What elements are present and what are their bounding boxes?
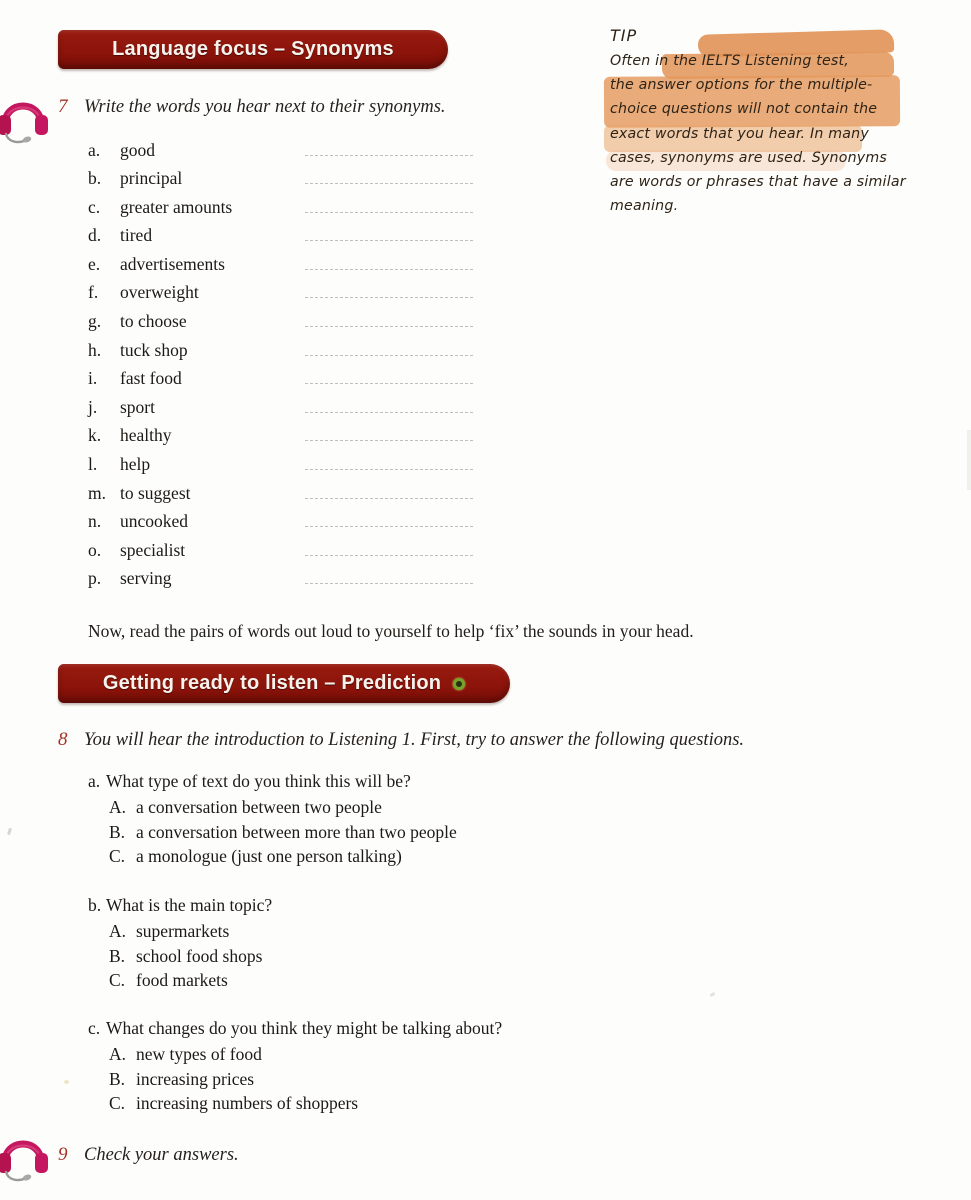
option-letter: A. — [109, 921, 127, 941]
synonym-row — [88, 137, 473, 166]
section-title: Language focus – Synonyms — [112, 38, 394, 60]
option-A[interactable] — [88, 921, 272, 946]
synonym-row — [88, 337, 473, 366]
synonym-row — [88, 251, 473, 280]
answer-line[interactable] — [305, 194, 473, 213]
synonym-row — [88, 394, 473, 423]
option-letter: B. — [109, 945, 126, 966]
option-A[interactable] — [88, 797, 457, 822]
item-word: specialist — [120, 539, 186, 560]
option-text: a conversation between two people — [136, 797, 382, 817]
options — [88, 797, 457, 871]
question-head — [88, 895, 272, 916]
item-word: healthy — [120, 425, 172, 446]
option-B[interactable] — [88, 1069, 502, 1094]
item-letter: c. — [88, 196, 101, 217]
answer-line[interactable] — [305, 137, 473, 156]
item-word: to choose — [120, 311, 187, 332]
answer-line[interactable] — [305, 423, 473, 442]
synonym-row — [88, 309, 473, 338]
synonym-row — [88, 509, 473, 538]
item-letter: d. — [88, 225, 102, 246]
item-word: tuck shop — [120, 339, 188, 360]
option-text: new types of food — [136, 1044, 262, 1064]
headphones-icon[interactable] — [0, 1126, 50, 1184]
option-letter: A. — [109, 1044, 127, 1064]
item-letter: k. — [88, 425, 102, 446]
synonym-row — [88, 366, 473, 395]
item-word: help — [120, 454, 151, 475]
answer-line[interactable] — [305, 223, 473, 242]
headphones-icon[interactable] — [0, 88, 50, 146]
scan-speck — [710, 992, 716, 997]
synonym-row — [88, 566, 473, 595]
tip-line: exact words that you hear. In many — [610, 125, 869, 142]
now-read-note: Now, read the pairs of words out loud to yourself to help ‘fix’ the sounds in your head. — [88, 621, 694, 641]
item-letter: o. — [88, 539, 102, 560]
item-letter: j. — [88, 396, 98, 417]
tip-line: cases, synonyms are used. Synonyms — [610, 149, 887, 166]
option-C[interactable] — [88, 846, 457, 871]
item-letter: p. — [88, 568, 102, 589]
question-c — [88, 1018, 502, 1118]
option-letter: C. — [109, 1093, 126, 1114]
option-text: supermarkets — [136, 921, 230, 941]
option-letter: C. — [109, 846, 126, 867]
tip-box — [610, 26, 915, 218]
item-letter: n. — [88, 511, 102, 532]
item-letter: f. — [88, 282, 99, 303]
question-letter: b. — [88, 895, 102, 915]
item-letter: l. — [88, 454, 98, 475]
question-letter: c. — [88, 1018, 101, 1038]
tip-line: Often in the IELTS Listening test, — [610, 53, 849, 69]
section-title: Getting ready to listen – Prediction — [102, 672, 442, 694]
question-b — [88, 895, 272, 995]
option-text: school food shops — [136, 945, 263, 966]
exercise-number: 8 — [58, 729, 68, 750]
exercise-number: 9 — [58, 1144, 68, 1165]
options — [88, 921, 272, 995]
record-dot-icon — [453, 678, 465, 690]
item-word: uncooked — [120, 511, 189, 532]
item-letter: e. — [88, 253, 101, 274]
exercise-number: 7 — [58, 96, 68, 117]
answer-line[interactable] — [305, 480, 473, 499]
option-letter: A. — [109, 797, 127, 817]
item-word: good — [120, 139, 155, 160]
option-text: a conversation between more than two people — [136, 821, 457, 842]
scan-edge-shade — [967, 430, 971, 490]
answer-line[interactable] — [305, 337, 473, 356]
exercise-8-header — [58, 729, 744, 751]
item-word: advertisements — [120, 253, 225, 274]
tip-title: TIP — [610, 26, 638, 45]
item-word: to suggest — [120, 482, 191, 503]
question-text: What is the main topic? — [106, 895, 273, 915]
answer-line[interactable] — [305, 509, 473, 528]
question-a — [88, 771, 457, 871]
synonym-row — [88, 480, 473, 509]
item-letter: b. — [88, 168, 102, 189]
answer-line[interactable] — [305, 166, 473, 185]
item-word: tired — [120, 225, 153, 246]
exercise-instruction: You will hear the introduction to Listening 1. First, try to answer the following questions. — [84, 730, 745, 750]
answer-line[interactable] — [305, 251, 473, 270]
question-text: What changes do you think they might be talking about? — [106, 1018, 503, 1038]
option-text: increasing numbers of shoppers — [136, 1093, 359, 1114]
answer-line[interactable] — [305, 309, 473, 328]
scan-speck — [7, 828, 12, 836]
option-text: increasing prices — [136, 1068, 255, 1089]
answer-line[interactable] — [305, 537, 473, 556]
option-text: food markets — [136, 970, 228, 991]
exercise-9-header — [58, 1144, 239, 1166]
answer-line[interactable] — [305, 452, 473, 471]
item-letter: m. — [88, 482, 106, 503]
item-letter: a. — [88, 139, 101, 160]
question-head — [88, 771, 457, 792]
question-head — [88, 1018, 502, 1039]
synonym-row — [88, 280, 473, 309]
option-text: a monologue (just one person talking) — [136, 846, 402, 867]
option-A[interactable] — [88, 1044, 502, 1069]
item-word: greater amounts — [120, 196, 233, 217]
section-banner-getting-ready — [58, 664, 510, 703]
option-B[interactable] — [88, 822, 457, 847]
synonym-row — [88, 423, 473, 452]
item-word: principal — [120, 168, 183, 189]
section-banner-language-focus — [58, 30, 448, 69]
synonym-list — [88, 137, 473, 595]
question-text: What type of text do you think this will be? — [106, 771, 411, 791]
options — [88, 1044, 502, 1118]
tip-line: meaning. — [610, 198, 679, 215]
exercise-instruction: Write the words you hear next to their synonyms. — [84, 97, 446, 117]
answer-line[interactable] — [305, 280, 473, 299]
option-C[interactable] — [88, 1093, 502, 1118]
scan-speck — [64, 1080, 69, 1084]
item-word: sport — [120, 396, 155, 417]
option-letter: C. — [109, 970, 126, 991]
item-letter: i. — [88, 368, 98, 389]
item-word: fast food — [120, 368, 182, 389]
item-word: overweight — [120, 282, 199, 303]
option-B[interactable] — [88, 946, 272, 971]
answer-line[interactable] — [305, 366, 473, 385]
item-letter: h. — [88, 339, 102, 360]
answer-line[interactable] — [305, 394, 473, 413]
exercise-7-header — [58, 96, 446, 118]
item-word: serving — [120, 568, 172, 589]
synonym-row — [88, 537, 473, 566]
exercise-instruction: Check your answers. — [84, 1145, 239, 1165]
tip-line: the answer options for the multiple- — [610, 77, 873, 94]
synonym-row — [88, 223, 473, 252]
tip-line: are words or phrases that have a similar — [610, 174, 906, 191]
synonym-row — [88, 194, 473, 223]
tip-line: choice questions will not contain the — [610, 101, 878, 118]
synonym-row — [88, 452, 473, 481]
option-letter: B. — [109, 1068, 126, 1089]
answer-line[interactable] — [305, 566, 473, 585]
question-letter: a. — [88, 771, 101, 791]
option-C[interactable] — [88, 970, 272, 995]
option-letter: B. — [109, 821, 126, 842]
synonym-row — [88, 166, 473, 195]
item-letter: g. — [88, 311, 102, 332]
